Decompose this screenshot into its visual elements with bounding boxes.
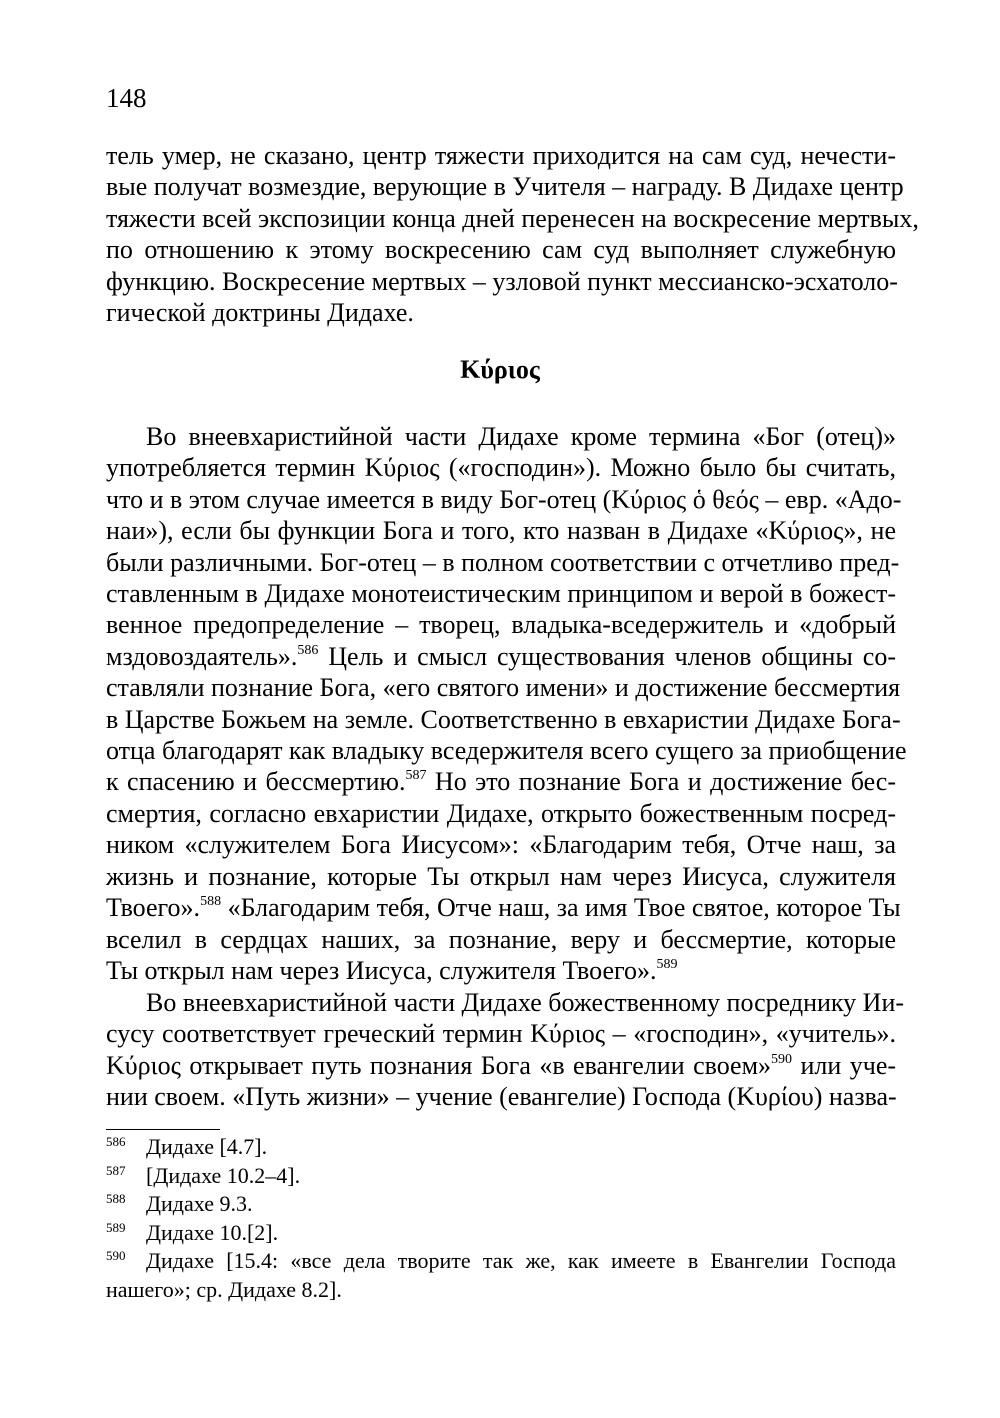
line-text: ставляли познание Бога, «его святого имени» и достижение бессмертия	[106, 673, 901, 703]
text-line: функцию. Воскресение мертвых – узловой пункт мессианско-эсхатоло-	[106, 266, 898, 296]
line-text: Κύριος открывает путь познания Бога «в евангелии своем»	[106, 1050, 772, 1080]
line-text: Во внеевхаристийной части Дидахе божественному посреднику Ии-	[146, 988, 905, 1017]
line-text: венное предопределение – творец, владыка-вседержитель и «добрый	[106, 610, 896, 640]
footnote-text: Дидахе 9.3.	[146, 1191, 253, 1217]
line-text: смертия, согласно евхаристии Дидахе, открыто божественным посред-	[106, 798, 896, 828]
footnote-ref[interactable]: 590	[771, 1051, 793, 1067]
text-line	[106, 892, 901, 923]
text-line	[106, 421, 896, 452]
text-line	[106, 861, 896, 892]
footnote-continuation: нашего»; ср. Дидахе 8.2].	[106, 1276, 342, 1302]
footnotes	[106, 1133, 896, 1305]
footnote-ref[interactable]: 586	[297, 642, 319, 658]
footnote: 588 Дидахе 9.3.	[106, 1191, 253, 1217]
text-line	[106, 1050, 896, 1081]
footnote: 586 Дидахе [4.7].	[106, 1134, 268, 1159]
text-line	[106, 987, 905, 1018]
paragraph-2	[106, 421, 907, 986]
text-line: тяжести всей экспозиции конца дней перенесен на воскресение мертвых,	[106, 203, 919, 233]
text-line	[106, 704, 901, 735]
footnote: 587 [Дидахе 10.2–4].	[106, 1162, 301, 1188]
text-line	[106, 484, 902, 515]
text-line: по отношению к этому воскресению сам суд выполняет служебную	[106, 235, 896, 265]
text-line	[106, 798, 896, 829]
text-line	[106, 515, 896, 546]
footnote-text: Дидахе [4.7].	[146, 1134, 268, 1159]
line-text: жизнь и познание, которые Ты открыл нам через Иисуса, служителя	[106, 861, 896, 891]
text-line	[106, 924, 896, 955]
text-line: вые получат возмездие, верующие в Учителя – награду. В Дидахе центр	[106, 172, 904, 202]
paragraph-1	[106, 140, 919, 328]
footnote-ref[interactable]: 587	[405, 768, 427, 784]
footnote-text: Дидахе [15.4: «все дела творите так же, как имеете в Евангелии Господа	[146, 1248, 896, 1274]
text-line	[106, 672, 901, 703]
line-text: что и в этом случае имеется в виду Бог-отец (Κύριος ὁ θεός – евр. «Адо-	[106, 484, 902, 514]
footnote-ref[interactable]: 589	[656, 956, 678, 972]
footnote-separator	[106, 1129, 220, 1130]
line-text: ником «служителем Бога Иисусом»: «Благодарим тебя, Отче наш, за	[106, 830, 896, 860]
line-text: Во внеевхаристийной части Дидахе кроме термина «Бог (отец)»	[146, 422, 896, 451]
footnote: 589 Дидахе 10.[2].	[106, 1219, 279, 1245]
line-text: вселил в сердцах наших, за познание, веру и бессмертие, которые	[106, 924, 896, 954]
text-line	[106, 829, 896, 860]
text-line	[106, 547, 900, 578]
text-line	[106, 578, 896, 609]
paragraph-3	[106, 987, 905, 1113]
line-text-after: Но это познание Бога и достижение бес-	[426, 767, 896, 797]
text-line	[106, 1018, 896, 1049]
line-text: Твоего».	[106, 893, 201, 923]
text-line: гической доктрины Дидахе.	[106, 298, 414, 328]
line-text-after: или уче-	[792, 1050, 897, 1080]
line-text: нии своем. «Путь жизни» – учение (евангелие) Господа (Κυρίου) назва-	[106, 1082, 897, 1112]
line-text: наи»), если бы функции Бога и того, кто назван в Дидахе «Κύριος», не	[106, 516, 896, 546]
text-line	[106, 1081, 896, 1112]
text-line	[106, 735, 907, 766]
line-text: употребляется термин Κύριος («господин»). Можно было бы считать,	[106, 453, 896, 483]
line-text-after: «Благодарим тебя, Отче наш, за имя Твое святое, которое Ты	[221, 893, 901, 923]
footnote-text: [Дидахе 10.2–4].	[146, 1162, 301, 1188]
line-text: в Царстве Божьем на земле. Соответственно в евхаристии Дидахе Бога-	[106, 704, 901, 734]
line-text: отца благодарят как владыку вседержителя всего сущего за приобщение	[106, 736, 907, 766]
page-number: 148	[106, 83, 147, 113]
text-line	[106, 641, 896, 672]
line-text: сусу соответствует греческий термин Κύριος – «господин», «учитель».	[106, 1019, 896, 1049]
text-line	[106, 609, 896, 640]
section-heading: Κύριος	[460, 355, 540, 384]
line-text: к спасению и бессмертию.	[106, 767, 406, 797]
line-text-after: Цель и смысл существования членов общины со-	[318, 641, 896, 671]
footnote: 590 Дидахе [15.4: «все дела творите так же, как имеете в Евангелии Господа	[106, 1248, 896, 1274]
text-line	[106, 452, 896, 483]
line-text: были различными. Бог-отец – в полном соответствии с отчетливо пред-	[106, 547, 900, 577]
text-line: тель умер, не сказано, центр тяжести приходится на сам суд, нечести-	[106, 141, 896, 170]
line-text: ставленным в Дидахе монотеистическим принципом и верой в божест-	[106, 579, 896, 609]
text-line	[106, 766, 896, 797]
line-text: Ты открыл нам через Иисуса, служителя Твоего».	[106, 955, 657, 985]
line-text: мздовоздаятель».	[106, 641, 298, 671]
footnote-text: Дидахе 10.[2].	[146, 1219, 279, 1245]
footnote-ref[interactable]: 588	[200, 894, 222, 910]
text-line	[106, 955, 896, 986]
